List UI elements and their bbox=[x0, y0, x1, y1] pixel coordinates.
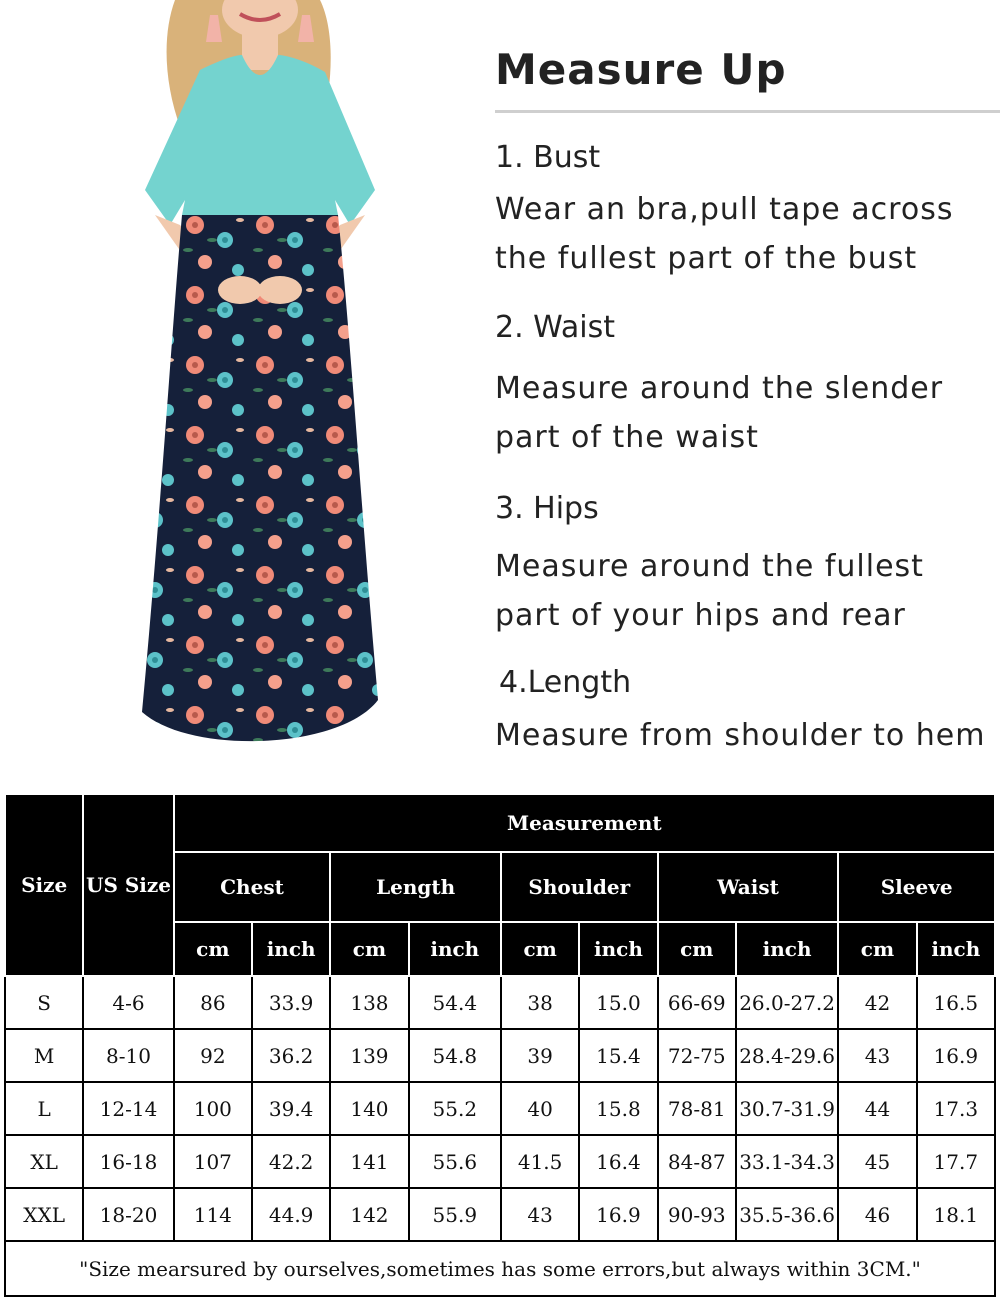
unit-inch: inch bbox=[917, 922, 995, 976]
table-cell: 16.4 bbox=[579, 1135, 657, 1188]
header-length: Length bbox=[330, 852, 501, 922]
table-cell: 39 bbox=[501, 1029, 579, 1082]
table-cell: 28.4-29.6 bbox=[736, 1029, 838, 1082]
unit-inch: inch bbox=[409, 922, 501, 976]
unit-inch: inch bbox=[252, 922, 330, 976]
table-cell: 44.9 bbox=[252, 1188, 330, 1241]
step-bust-heading: 1. Bust bbox=[495, 140, 601, 175]
table-cell: 45 bbox=[838, 1135, 916, 1188]
step-waist-line-1: Measure around the slender bbox=[495, 371, 944, 406]
step-hips-line-2: part of your hips and rear bbox=[495, 598, 906, 633]
table-cell: 43 bbox=[501, 1188, 579, 1241]
table-cell: 35.5-36.6 bbox=[736, 1188, 838, 1241]
table-cell: 84-87 bbox=[658, 1135, 736, 1188]
table-cell: 16.9 bbox=[579, 1188, 657, 1241]
table-cell: 139 bbox=[330, 1029, 408, 1082]
step-hips-heading: 3. Hips bbox=[495, 491, 599, 526]
table-cell: 39.4 bbox=[252, 1082, 330, 1135]
table-cell: XL bbox=[5, 1135, 83, 1188]
table-cell: 55.6 bbox=[409, 1135, 501, 1188]
step-bust-line-1: Wear an bra,pull tape across bbox=[495, 192, 954, 227]
table-cell: 16-18 bbox=[83, 1135, 173, 1188]
table-cell: 42.2 bbox=[252, 1135, 330, 1188]
step-length-line-1: Measure from shoulder to hem bbox=[495, 718, 986, 753]
header-sleeve: Sleeve bbox=[838, 852, 995, 922]
table-cell: 33.1-34.3 bbox=[736, 1135, 838, 1188]
table-cell: L bbox=[5, 1082, 83, 1135]
table-cell: 30.7-31.9 bbox=[736, 1082, 838, 1135]
table-cell: 26.0-27.2 bbox=[736, 976, 838, 1029]
unit-inch: inch bbox=[736, 922, 838, 976]
table-row bbox=[5, 1135, 995, 1188]
size-rows bbox=[5, 976, 995, 1241]
unit-cm: cm bbox=[658, 922, 736, 976]
table-cell: 54.4 bbox=[409, 976, 501, 1029]
size-chart-table bbox=[4, 793, 996, 1296]
unit-inch: inch bbox=[579, 922, 657, 976]
guide-title: Measure Up bbox=[495, 45, 787, 94]
table-cell: 86 bbox=[174, 976, 252, 1029]
table-cell: 114 bbox=[174, 1188, 252, 1241]
table-cell: 78-81 bbox=[658, 1082, 736, 1135]
table-cell: 42 bbox=[838, 976, 916, 1029]
table-row bbox=[5, 1082, 995, 1135]
table-cell: 4-6 bbox=[83, 976, 173, 1029]
step-waist-line-2: part of the waist bbox=[495, 420, 759, 455]
unit-cm: cm bbox=[501, 922, 579, 976]
table-cell: 40 bbox=[501, 1082, 579, 1135]
table-cell: 8-10 bbox=[83, 1029, 173, 1082]
table-cell: 17.3 bbox=[917, 1082, 995, 1135]
table-cell: M bbox=[5, 1029, 83, 1082]
table-cell: 55.2 bbox=[409, 1082, 501, 1135]
step-waist-heading: 2. Waist bbox=[495, 310, 616, 345]
header-measurement: Measurement bbox=[174, 794, 995, 852]
table-cell: 90-93 bbox=[658, 1188, 736, 1241]
table-row bbox=[5, 976, 995, 1029]
table-cell: S bbox=[5, 976, 83, 1029]
table-cell: 18-20 bbox=[83, 1188, 173, 1241]
table-cell: 140 bbox=[330, 1082, 408, 1135]
table-cell: 17.7 bbox=[917, 1135, 995, 1188]
table-cell: 100 bbox=[174, 1082, 252, 1135]
step-hips-line-1: Measure around the fullest bbox=[495, 549, 924, 584]
header-us-size: US Size bbox=[83, 794, 173, 976]
step-length-heading: 4.Length bbox=[499, 665, 632, 700]
table-cell: 55.9 bbox=[409, 1188, 501, 1241]
table-cell: XXL bbox=[5, 1188, 83, 1241]
table-cell: 12-14 bbox=[83, 1082, 173, 1135]
table-cell: 15.0 bbox=[579, 976, 657, 1029]
header-chest: Chest bbox=[174, 852, 331, 922]
table-cell: 66-69 bbox=[658, 976, 736, 1029]
measure-guide bbox=[495, 40, 1000, 753]
table-row bbox=[5, 1029, 995, 1082]
table-cell: 138 bbox=[330, 976, 408, 1029]
table-cell: 16.5 bbox=[917, 976, 995, 1029]
table-cell: 142 bbox=[330, 1188, 408, 1241]
table-cell: 36.2 bbox=[252, 1029, 330, 1082]
title-divider bbox=[495, 110, 1000, 113]
size-note: "Size mearsured by ourselves,sometimes has some errors,but always within 3CM." bbox=[5, 1241, 995, 1296]
table-cell: 92 bbox=[174, 1029, 252, 1082]
table-cell: 107 bbox=[174, 1135, 252, 1188]
table-cell: 44 bbox=[838, 1082, 916, 1135]
table-cell: 41.5 bbox=[501, 1135, 579, 1188]
header-size: Size bbox=[5, 794, 83, 976]
table-cell: 141 bbox=[330, 1135, 408, 1188]
table-cell: 15.4 bbox=[579, 1029, 657, 1082]
table-cell: 33.9 bbox=[252, 976, 330, 1029]
table-cell: 38 bbox=[501, 976, 579, 1029]
header-waist: Waist bbox=[658, 852, 839, 922]
table-row bbox=[5, 1188, 995, 1241]
table-cell: 43 bbox=[838, 1029, 916, 1082]
unit-cm: cm bbox=[838, 922, 916, 976]
dress-model-illustration bbox=[110, 0, 410, 760]
step-bust-line-2: the fullest part of the bust bbox=[495, 241, 918, 276]
unit-cm: cm bbox=[330, 922, 408, 976]
table-cell: 18.1 bbox=[917, 1188, 995, 1241]
table-cell: 54.8 bbox=[409, 1029, 501, 1082]
table-cell: 46 bbox=[838, 1188, 916, 1241]
table-cell: 16.9 bbox=[917, 1029, 995, 1082]
header-shoulder: Shoulder bbox=[501, 852, 658, 922]
table-cell: 72-75 bbox=[658, 1029, 736, 1082]
product-photo bbox=[110, 0, 410, 760]
table-cell: 15.8 bbox=[579, 1082, 657, 1135]
unit-cm: cm bbox=[174, 922, 252, 976]
